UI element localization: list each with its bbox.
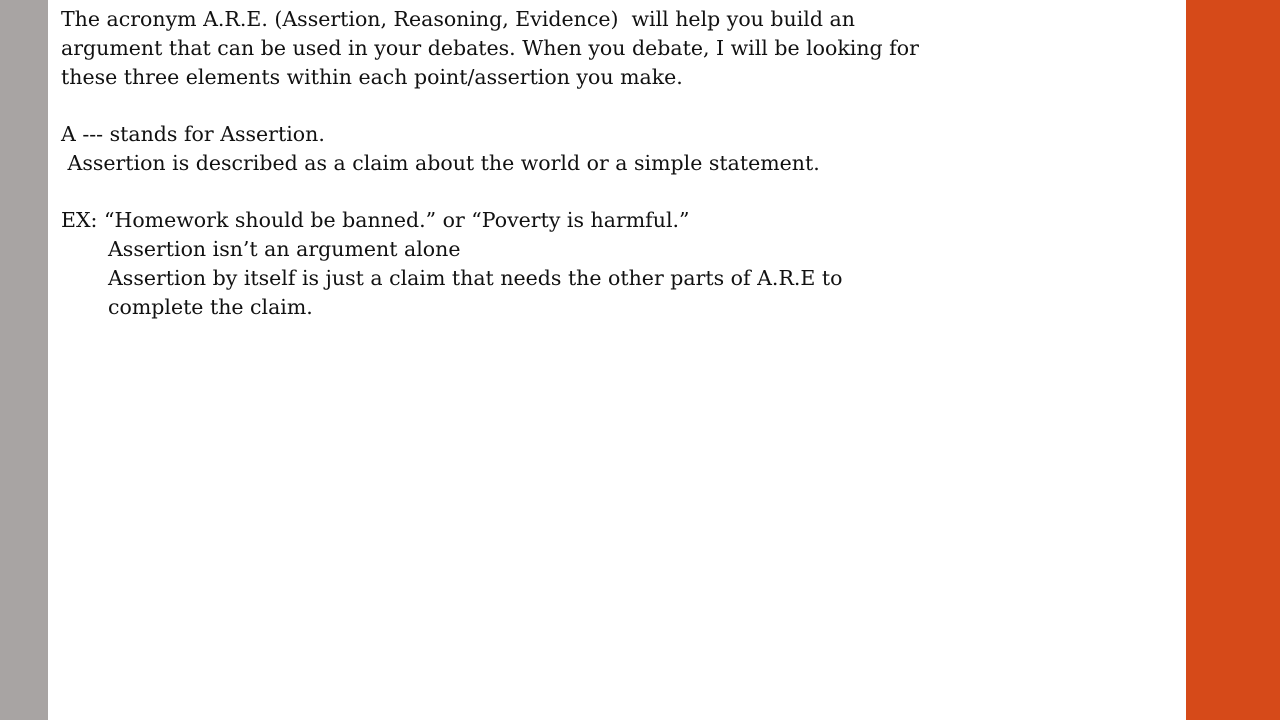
left-accent-bar <box>0 0 48 720</box>
assertion-description: Assertion is described as a claim about the world or a simple statement. <box>61 151 820 175</box>
intro-line-1: The acronym A.R.E. (Assertion, Reasoning, Evidence) will help you build an <box>61 7 855 31</box>
assertion-heading: A --- stands for Assertion. <box>61 122 325 146</box>
spacer <box>61 92 1171 120</box>
example-note-2-line-1: Assertion by itself is just a claim that needs the other parts of A.R.E to <box>108 266 843 290</box>
intro-line-2: argument that can be used in your debates. When you debate, I will be looking for <box>61 36 919 60</box>
intro-line-3: these three elements within each point/assertion you make. <box>61 65 683 89</box>
slide-body <box>61 5 1171 322</box>
right-accent-bar <box>1186 0 1280 720</box>
example-note-2-line-2: complete the claim. <box>108 295 313 319</box>
example-note-1: Assertion isn’t an argument alone <box>108 237 461 261</box>
example-line: EX: “Homework should be banned.” or “Poverty is harmful.” <box>61 208 690 232</box>
spacer <box>61 178 1171 206</box>
